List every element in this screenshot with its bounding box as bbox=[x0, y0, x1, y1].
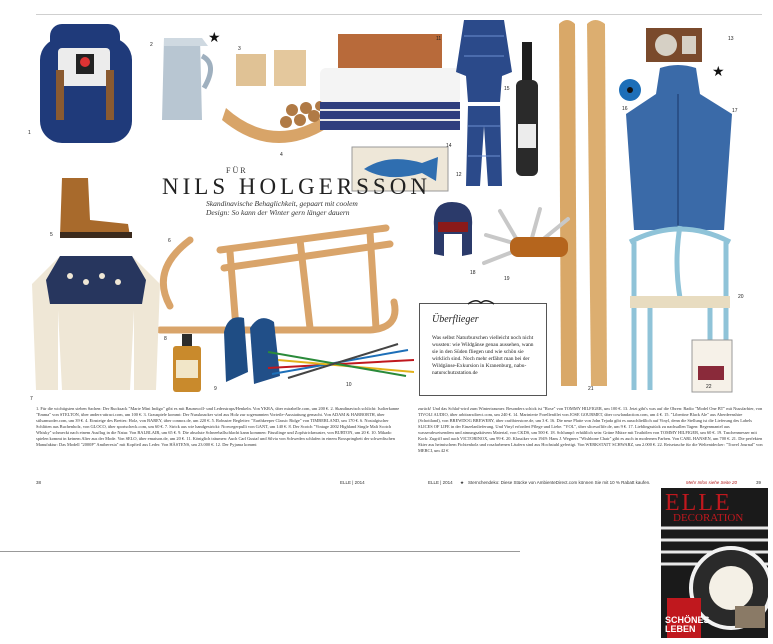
magazine-cover[interactable] bbox=[661, 488, 768, 638]
item-number: 18 bbox=[470, 270, 476, 276]
item-number: 19 bbox=[504, 276, 510, 282]
goose-icon bbox=[466, 296, 496, 308]
thermos-jug-image bbox=[150, 28, 222, 128]
left-page-brand: ELLE | 2014 bbox=[340, 480, 365, 485]
raincoat-image bbox=[620, 64, 738, 234]
magazine-subtitle: DECORATION bbox=[673, 512, 744, 524]
left-page-number: 38 bbox=[36, 480, 42, 485]
item-number: 1 bbox=[28, 130, 31, 136]
whisky-bottle-image bbox=[170, 332, 204, 394]
item-number: 3 bbox=[238, 46, 241, 52]
mikado-sticks-image bbox=[268, 338, 414, 380]
magazine-cover-line: SCHÖNES LEBEN bbox=[665, 615, 710, 634]
backpack-image bbox=[28, 18, 148, 148]
boxspring-bed-image bbox=[318, 32, 464, 136]
page-title: NILS HOLGERSSON bbox=[162, 174, 431, 199]
item-number: 5 bbox=[50, 232, 53, 238]
subtitle: Skandinavische Behaglichkeit, gepaart mit coolem Design: So kann der Winter gern länger dauern bbox=[206, 199, 358, 217]
item-number: 7 bbox=[30, 396, 33, 402]
pyjama-image bbox=[454, 16, 514, 192]
info-box-text: Was selbst Naturburschen vielleicht noch nicht wussten: wie Wildgänse genau aussehen, wann sie in den Süden fliegen und wie schön sie wirklich sind. Noch mehr erfährt man bei der Wildgänse-Exkursion in Kranenburg, nabu-naturschutzstation.de bbox=[432, 335, 534, 376]
item-number: 10 bbox=[346, 382, 352, 388]
item-number: 17 bbox=[732, 108, 738, 114]
wooden-nutcracker-image bbox=[232, 46, 312, 92]
item-number: 8 bbox=[164, 336, 167, 342]
star-icon: ★ bbox=[460, 480, 465, 485]
svg-text:★: ★ bbox=[208, 31, 221, 46]
trapper-hat-image bbox=[428, 200, 476, 260]
item-number: 16 bbox=[622, 106, 628, 112]
captions-left: 1. Für die wichtigsten sieben Sachen: Der Rucksack "Marie Mini Indigo" gibt es mit Baumwoll- und Lederstraps/Henkeln. Von YKRA, über mirabelle.com, um 200 €. 2. Skandinavisch schlicht: Isolierkanne "Emma" von STELTON, über anders-attract.com, um 100 €. 3. Grauspiele kommt: Der Nussknacker wird aus Holz zur sogenannten Vorteile-Ausstattung gemacht. Von ADAM & HARBORTH, über stilsamsoder.com, um 39 €. 4. Einsteige des Brettes: Holz, von BAREY, über connox.de, um 220 €. 5. Robuster Begleiter: "Earthkeeper Classic Ridge" von TIMBERLAND, um 170 €. 6. Nostalgischer Schlitten aus Buchenholz, von GLOCO, über sportscheck.com, um 60 €. 7. Strick aus wie handgestrickt: Norwegerpulli von GANT, um 140 €. 8. Der Scotch "Vintage 2002 Highland Single Malt Scotch Whisky" schmeckt nach einem Ausflug in die Natur. Von BALBLAIR, um 65 €. 9. Die absolute Schneeballschlacht kann kommen: Fäustlinge und Zopfstrickmuster, von BURTON, um 20 €. 10. Mikado spielen kommt in keinem Alter aus der Mode. Von SELO, über emaison.de, um 20 €. 11. Königlich träumen: Auch Carl Gustaf und Silvia von Schweden schlafen in einem Boxspringbett der schwedischen Manufaktur: Das Modell "2000P" Amiberesia" mit Kopfteil aus Leder. Von HÄSTENS, um 23.000 €. 12. Der Pyjama kommt bbox=[36, 406, 400, 447]
item-number: 14 bbox=[446, 143, 452, 149]
right-page-brand: ELLE | 2014 bbox=[428, 480, 453, 485]
page-bottom-rule bbox=[0, 551, 520, 552]
item-number: 12 bbox=[456, 172, 462, 178]
more-info-link[interactable]: Mehr Infos siehe Seite 20 bbox=[686, 480, 738, 485]
right-page-number: 39 bbox=[756, 480, 762, 485]
info-box-title: Überflieger bbox=[432, 314, 479, 325]
nordic-sweater-image bbox=[30, 250, 162, 396]
svg-text:★: ★ bbox=[712, 65, 725, 80]
item-number: 2 bbox=[150, 42, 153, 48]
item-number: 15 bbox=[504, 86, 510, 92]
travel-journal-image bbox=[690, 338, 734, 394]
item-number: 6 bbox=[168, 238, 171, 244]
discount-note: Sternchendeko: Diese Stücke von AmbienteDirect.com können Sie mit 10 % Rabatt kaufen. bbox=[468, 480, 651, 485]
item-number: 11 bbox=[436, 36, 442, 42]
item-number: 4 bbox=[280, 152, 283, 158]
captions-right: zurück! Und das Schlaf-wird zum Wintertraumer. Besonders schick ist "Rose" von TOMMY HILFIGER, um 100 €. 13. Jetzt gibt's was auf die Ohren: Radio "Model One BT" mit Nussfarbier, von TIVOLI AUDIO, über arbitrarsdirect.com, um 240 €. 14. Marinierte Forellenfilet von JOSE GOURMET, über cowlandaction.com, um 4 €. 15. "Libertine Black Ale" aus Aberdeenshire (Schottland), von BREWDOG BREWERY, über craftbierstore.de, um 3 €. 16. Die neue Platte von John Tejada gibt es ausschließlich auf Vinyl, denn die Stellung ist die Lieferung des Labels SLICES OF LIFE in der Einzelanlieferung. Und Vinyl erfordert Pflege und Liebe. "YOL", über slicesoflife.de, um 9 €. 17. Lieblingsstück zu nachsallen Tagen: Regenmantel aus wasserabweisendem und atmungsaktivem Material, von CKDS, um 500 €. 18. Schlumpf: erhältlich sein: Grüne Mütze mit Truthölen von TOMMY HILFIGER, um 60 €. 19. Taschenmesser mit Kork: Zugriff und auch VICTORINOX, um 99 €. 20. Klassiker von 1949: Hans J. Wegners "Wishbone Chair" gibt es auch in modernen Farben. Von CARL HANSEN, um 700 €. 21. Die perfekten Skier aus heimischem Fichtenholz und rosafarbenen Läufern sind aus Hochstuhl gefertigt. Von WERKSTATT SCHWARZ, um 2.000 €. 22. Reisetasche für die Weltentdecker: "Travel Journal" von MERCI, um 42 € bbox=[418, 406, 763, 453]
boots-image bbox=[54, 174, 138, 244]
item-number: 21 bbox=[588, 386, 594, 392]
beer-bottle-image bbox=[512, 40, 542, 180]
item-number: 13 bbox=[728, 36, 734, 42]
top-rule bbox=[36, 14, 762, 15]
title-pretext: FÜR bbox=[226, 166, 248, 175]
swiss-army-knife-image bbox=[480, 205, 580, 285]
item-number: 22 bbox=[706, 384, 712, 390]
magazine-logo: ELLE bbox=[665, 490, 732, 516]
item-number: 9 bbox=[214, 386, 217, 392]
item-number: 20 bbox=[738, 294, 744, 300]
